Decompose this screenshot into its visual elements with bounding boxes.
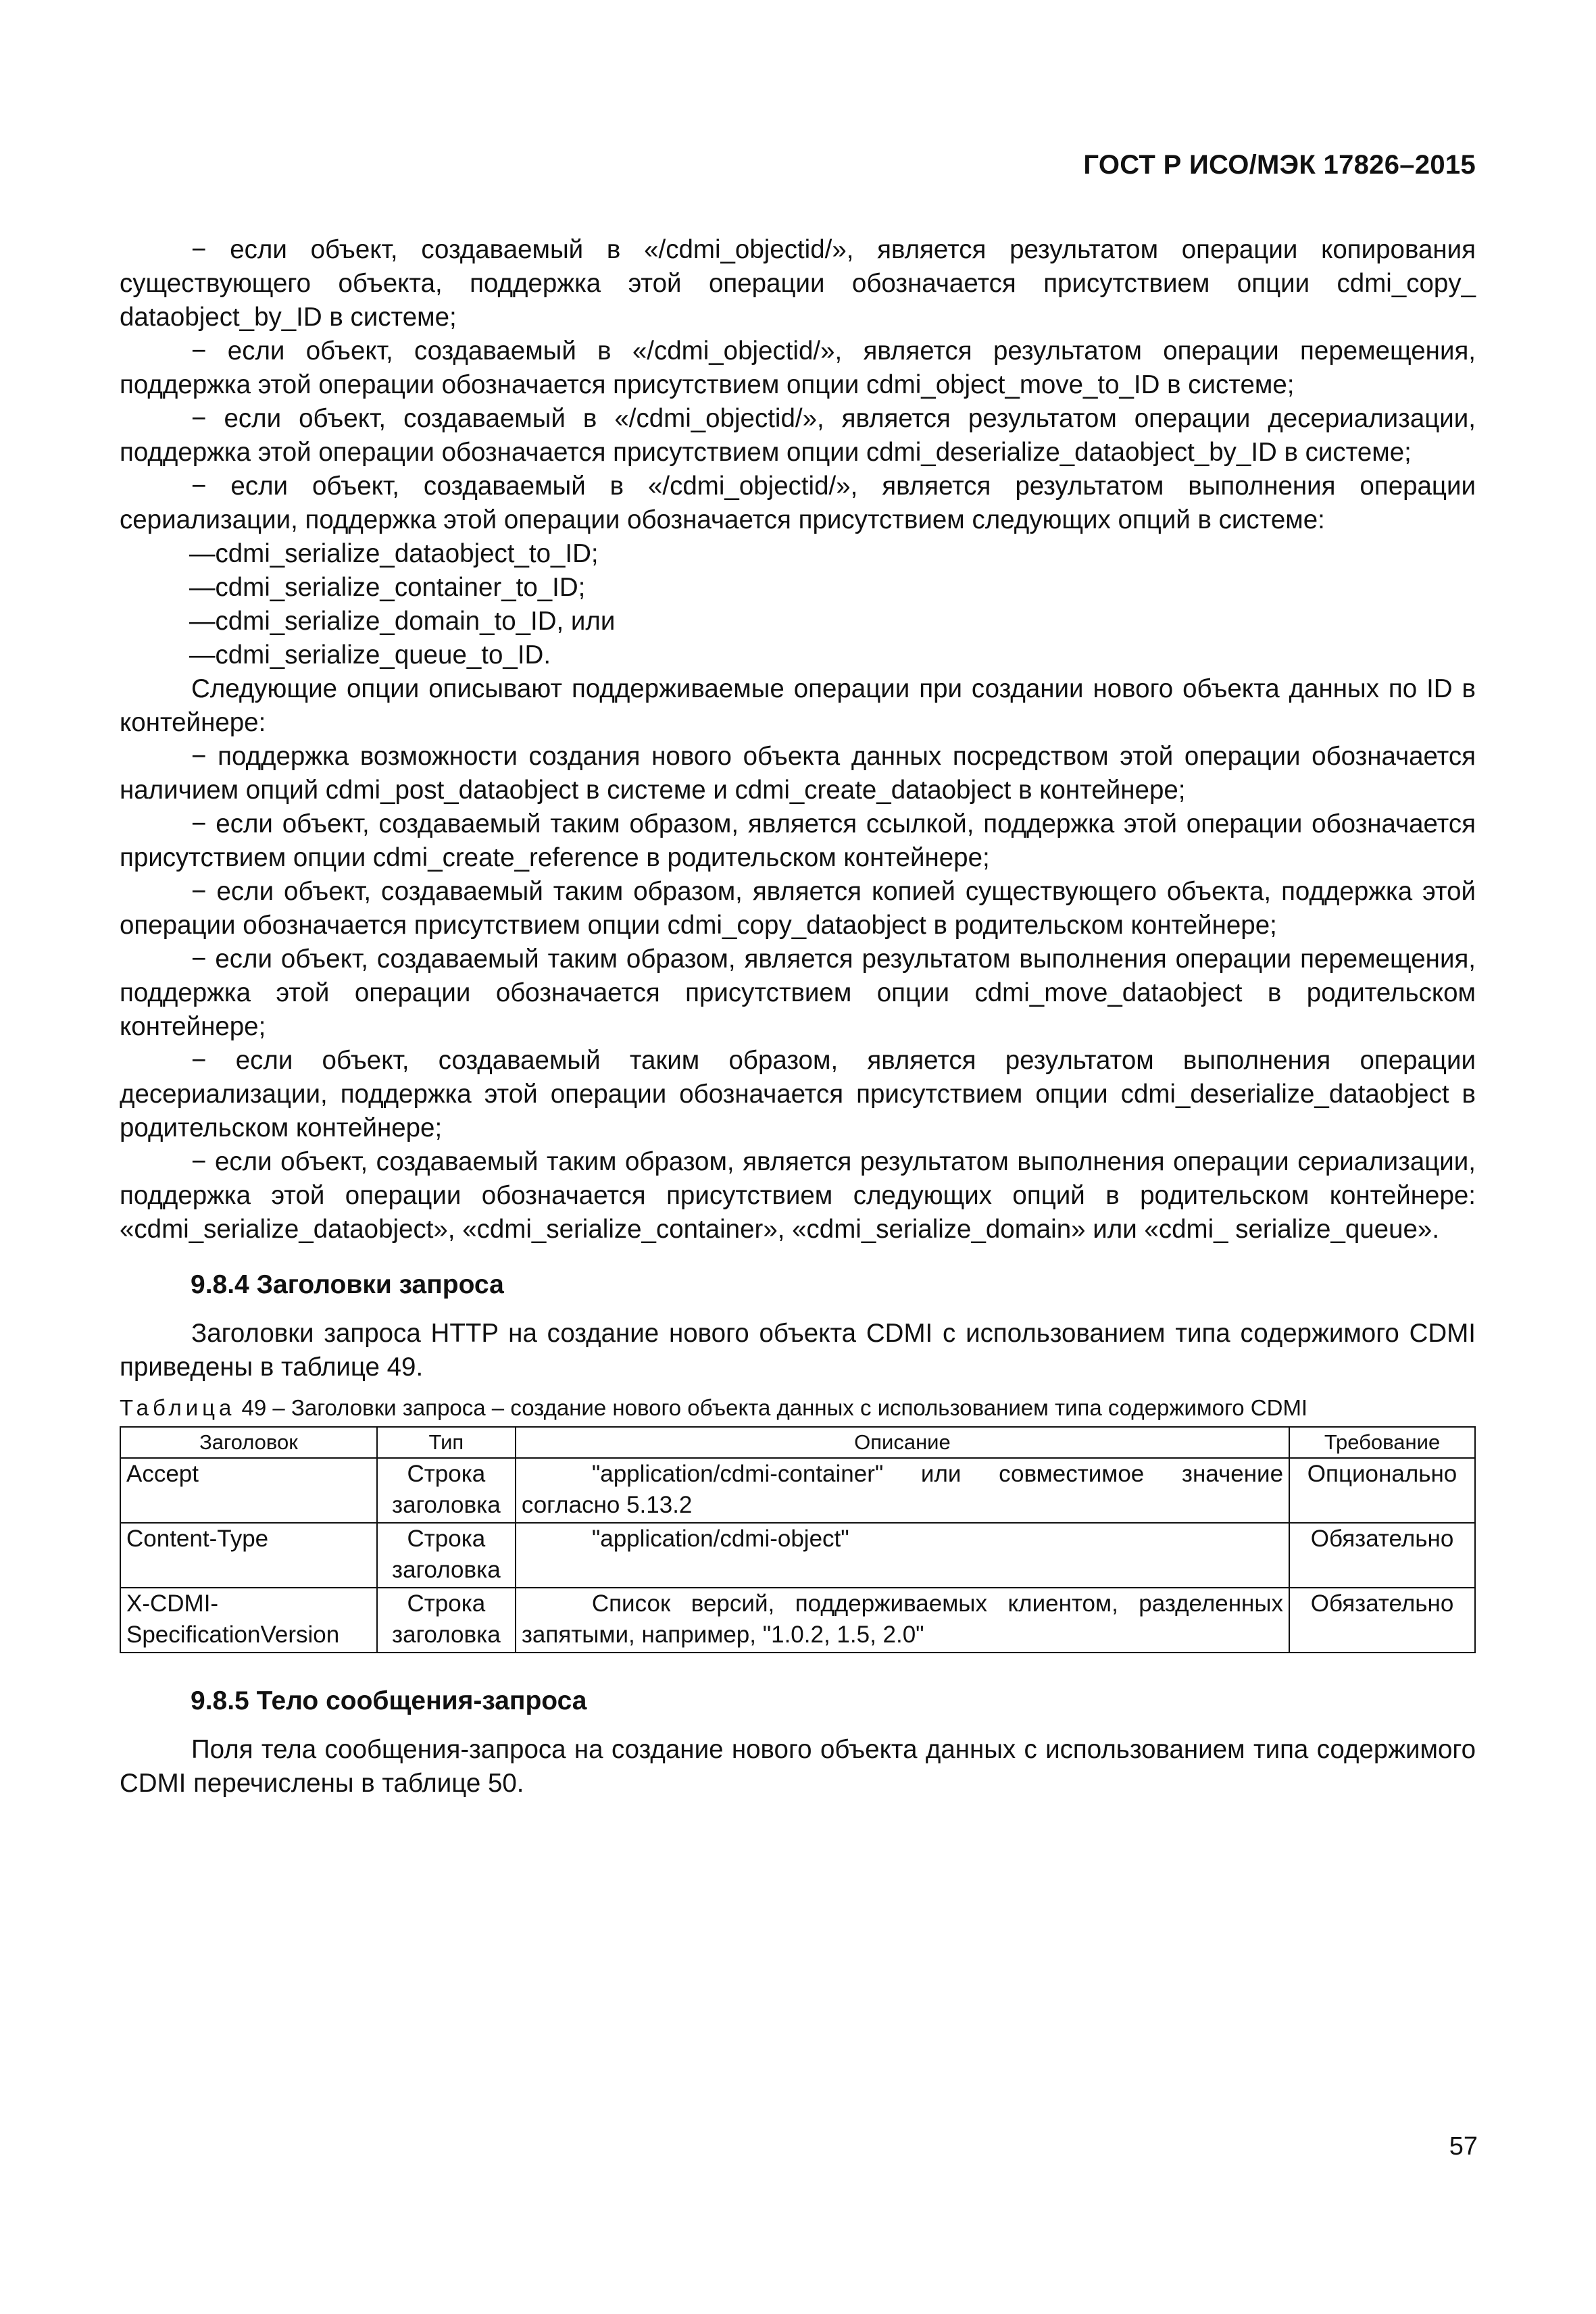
cell-type: Строка заголовка [377, 1523, 516, 1588]
paragraph: − если объект, создаваемый в «/cdmi_objectid/», является результатом операции копирования существующего объекта, поддержка этой операции обозначается присутствием опции cdmi_copy_ dataobject_by_ID в системе; [120, 235, 1476, 332]
document-header: ГОСТ Р ИСО/МЭК 17826–2015 [1083, 150, 1476, 180]
cell-header-name: X-CDMI-SpecificationVersion [120, 1588, 377, 1653]
table-header-row [120, 1427, 1475, 1458]
paragraph: − если объект, создаваемый таким образом, является результатом выполнения операции сериализации, поддержка этой операции обозначается присутствием следующих опций в родительском контейнере: «cdmi_serialize_dataobject», «cdmi_serialize_container», «cdmi_serialize_domain» или «cdmi_ serialize_queue». [120, 1147, 1476, 1244]
paragraph: Следующие опции описывают поддерживаемые операции при создании нового объекта данных по ID в контейнере: [120, 674, 1476, 737]
paragraph: − если объект, создаваемый таким образом, является результатом выполнения операции перемещения, поддержка этой операции обозначается присутствием опции cdmi_move_dataobject в родительском контейнере; [120, 945, 1476, 1041]
cell-type: Строка заголовка [377, 1458, 516, 1523]
paragraph: − если объект, создаваемый в «/cdmi_objectid/», является результатом операции перемещения, поддержка этой операции обозначается присутствием опции cdmi_object_move_to_ID в системе; [120, 336, 1476, 399]
cell-requirement: Опционально [1289, 1458, 1475, 1523]
paragraph: − если объект, создаваемый таким образом, является копией существующего объекта, поддержка этой операции обозначается присутствием опции cdmi_copy_dataobject в родительском контейнере; [120, 877, 1476, 940]
cell-header-name: Accept [120, 1458, 377, 1523]
table-49 [120, 1426, 1476, 1653]
column-header-description: Описание [516, 1427, 1289, 1458]
cell-header-name: Content-Type [120, 1523, 377, 1588]
option-list-item: —cdmi_serialize_queue_to_ID. [189, 640, 551, 670]
page-number: 57 [1449, 2132, 1478, 2161]
table-row [120, 1588, 1475, 1653]
column-header-type: Тип [377, 1427, 516, 1458]
section-heading-985: 9.8.5 Тело сообщения-запроса [191, 1686, 587, 1715]
cell-requirement: Обязательно [1289, 1588, 1475, 1653]
paragraph: − если объект, создаваемый в «/cdmi_objectid/», является результатом выполнения операции сериализации, поддержка этой операции обозначается присутствием следующих опций в системе: [120, 472, 1476, 534]
description-text: "application/cdmi-object" [591, 1526, 849, 1552]
section-heading-984: 9.8.4 Заголовки запроса [191, 1270, 504, 1299]
cell-description [516, 1523, 1289, 1588]
description-text: "application/cdmi-container" или совместимое значение согласно 5.13.2 [521, 1461, 1284, 1518]
cell-type: Строка заголовка [377, 1588, 516, 1653]
paragraph: − если объект, создаваемый таким образом, является результатом выполнения операции десериализации, поддержка этой операции обозначается присутствием опции cdmi_deserialize_dataobject в родительском контейнере; [120, 1046, 1476, 1142]
option-list-item: —cdmi_serialize_domain_to_ID, или [189, 607, 616, 636]
paragraph: − если объект, создаваемый таким образом, является ссылкой, поддержка этой операции обозначается присутствием опции cdmi_create_reference в родительском контейнере; [120, 809, 1476, 872]
section-984-paragraph: Заголовки запроса HTTP на создание нового объекта CDMI с использованием типа содержимого CDMI приведены в таблице 49. [120, 1319, 1476, 1382]
table-row [120, 1458, 1475, 1523]
table-row [120, 1523, 1475, 1588]
cell-description [516, 1588, 1289, 1653]
table-caption-word: Таблица [120, 1395, 236, 1420]
cell-description [516, 1458, 1289, 1523]
column-header-name: Заголовок [120, 1427, 377, 1458]
paragraph: − если объект, создаваемый в «/cdmi_objectid/», является результатом операции десериализации, поддержка этой операции обозначается присутствием опции cdmi_deserialize_dataobject_by_ID в системе; [120, 404, 1476, 467]
paragraph: − поддержка возможности создания нового объекта данных посредством этой операции обозначается наличием опций cdmi_post_dataobject в системе и cdmi_create_dataobject в контейнере; [120, 742, 1476, 805]
column-header-requirement: Требование [1289, 1427, 1475, 1458]
table-49-caption [120, 1394, 1476, 1422]
description-text: Список версий, поддерживаемых клиентом, разделенных запятыми, например, "1.0.2, 1.5, 2.0" [521, 1590, 1284, 1648]
page-content [120, 233, 1476, 1801]
cell-requirement: Обязательно [1289, 1523, 1475, 1588]
body-text [120, 233, 1476, 1247]
table-caption-text: 49 – Заголовки запроса – создание нового объекта данных с использованием типа содержимого CDMI [235, 1395, 1308, 1420]
option-list-item: —cdmi_serialize_container_to_ID; [189, 573, 586, 602]
option-list-item: —cdmi_serialize_dataobject_to_ID; [189, 539, 599, 568]
section-985-paragraph: Поля тела сообщения-запроса на создание нового объекта данных с использованием типа содержимого CDMI перечислены в таблице 50. [120, 1735, 1476, 1798]
